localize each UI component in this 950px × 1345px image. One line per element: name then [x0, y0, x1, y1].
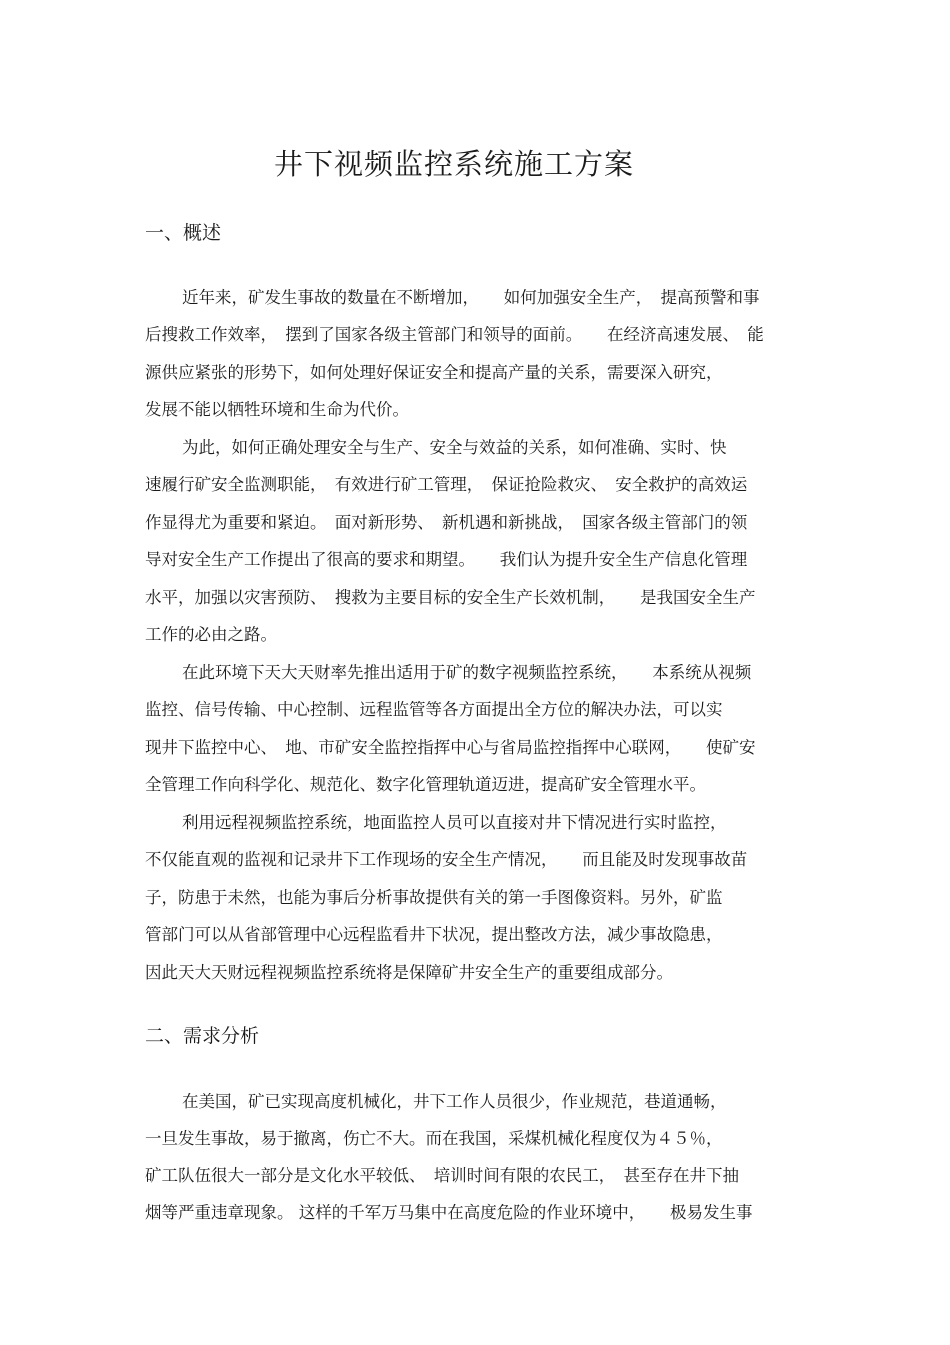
paragraph-line: 源供应紧张的形势下，如何处理好保证安全和提高产量的关系，需要深入研究，: [145, 363, 723, 382]
section-heading-overview: 一、概述: [145, 222, 222, 244]
paragraph-line: 烟等严重违章现象。 这样的千军万马集中在高度危险的作业环境中， 极易发生事: [145, 1203, 753, 1222]
paragraph-line: 因此天大天财远程视频监控系统将是保障矿井安全生产的重要组成部分。: [145, 963, 673, 982]
paragraph-line: 利用远程视频监控系统，地面监控人员可以直接对井下情况进行实时监控，: [182, 813, 727, 832]
paragraph-line: 监控、信号传输、中心控制、远程监管等各方面提出全方位的解决办法，可以实: [145, 700, 723, 719]
paragraph-line: 后搜救工作效率， 摆到了国家各级主管部门和领导的面前。 在经济高速发展、 能: [145, 325, 764, 344]
paragraph-line: 不仅能直观的监视和记录井下工作现场的安全生产情况， 而且能及时发现事故苗: [145, 850, 748, 869]
paragraph-line: 子，防患于未然，也能为事后分析事故提供有关的第一手图像资料。另外，矿监: [145, 888, 723, 907]
paragraph-line: 在此环境下天大天财率先推出适用于矿的数字视频监控系统， 本系统从视频: [182, 663, 752, 682]
document-title: 井下视频监控系统施工方案: [273, 147, 634, 181]
paragraph-line: 矿工队伍很大一部分是文化水平较低、 培训时间有限的农民工， 甚至存在井下抽: [145, 1166, 739, 1185]
paragraph-line: 全管理工作向科学化、规范化、数字化管理轨道迈进，提高矿安全管理水平。: [145, 775, 706, 794]
paragraph-line: 现井下监控中心、 地、市矿安全监控指挥中心与省局监控指挥中心联网， 使矿安: [145, 738, 756, 757]
paragraph-line: 工作的必由之路。: [145, 625, 277, 644]
paragraph-line: 速履行矿安全监测职能， 有效进行矿工管理， 保证抢险救灾、 安全救护的高效运: [145, 475, 748, 494]
paragraph-line: 导对安全生产工作提出了很高的要求和期望。 我们认为提升安全生产信息化管理: [145, 550, 748, 569]
paragraph-line: 为此，如何正确处理安全与生产、安全与效益的关系，如何准确、实时、快: [182, 438, 727, 457]
section-heading-requirements: 二、需求分析: [145, 1025, 260, 1047]
paragraph-line: 一旦发生事故，易于撤离，伤亡不大。而在我国，采煤机械化程度仅为４５％，: [145, 1129, 723, 1148]
paragraph-line: 作显得尤为重要和紧迫。 面对新形势、 新机遇和新挑战， 国家各级主管部门的领: [145, 513, 748, 532]
paragraph-line: 发展不能以牺牲环境和生命为代价。: [145, 400, 409, 419]
paragraph-line: 近年来，矿发生事故的数量在不断增加， 如何加强安全生产， 提高预警和事: [182, 288, 760, 307]
paragraph-line: 管部门可以从省部管理中心远程监看井下状况，提出整改方法，减少事故隐患，: [145, 925, 723, 944]
paragraph-line: 水平，加强以灾害预防、 搜救为主要目标的安全生产长效机制， 是我国安全生产: [145, 588, 756, 607]
paragraph-line: 在美国，矿已实现高度机械化，井下工作人员很少，作业规范，巷道通畅，: [182, 1092, 727, 1111]
